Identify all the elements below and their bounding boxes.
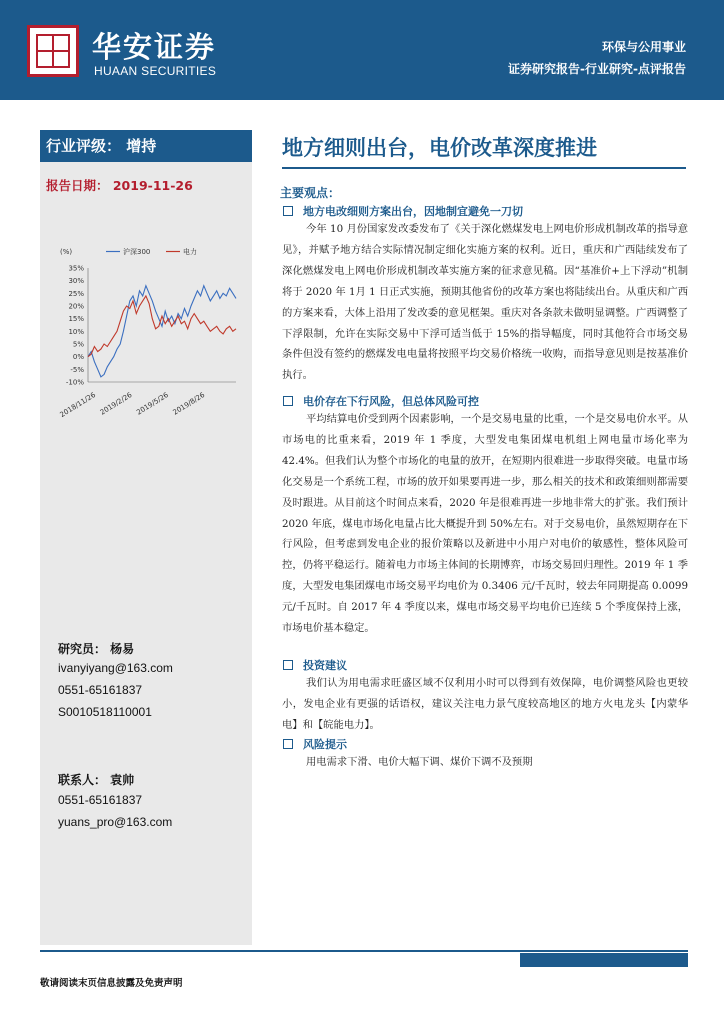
section-paragraph bbox=[282, 409, 688, 639]
checkbox-icon bbox=[283, 206, 293, 216]
paragraph-line: 电价，虽然短期存在下行风险，但考虑到发电企业的报价策略以及新进 bbox=[282, 517, 689, 551]
analyst-license: S0010518110001 bbox=[58, 705, 152, 719]
section-heading-label: 风险提示 bbox=[303, 738, 347, 751]
report-title: 地方细则出台，电价改革深度推进 bbox=[282, 136, 597, 160]
checkbox-icon bbox=[283, 660, 293, 670]
analyst-title: 研究员： 杨易 bbox=[58, 642, 135, 656]
chart-y-tick-label: 15% bbox=[68, 315, 84, 324]
chart-y-tick-label: 35% bbox=[68, 264, 84, 273]
chart-y-tick-label: 5% bbox=[72, 340, 84, 349]
paragraph-line: 用电需求下滑、电价大幅下调、煤价下调不及预期 bbox=[306, 756, 533, 768]
report-date: 报告日期： 2019-11-26 bbox=[46, 178, 193, 193]
section-heading-label: 投资建议 bbox=[303, 659, 347, 672]
paragraph-line: 从目前这个时间点来看，2020 年是很难再进一步地非常大的扩张。我们 bbox=[334, 496, 668, 509]
paragraph-line: 团煤电市场交易平均电价为 0.3406 元/千瓦时，较去年同期提高 0.0099 bbox=[354, 580, 688, 593]
paragraph-line: 开，在短期内很难进一步取得突破。电量市场化交易是一个系统工程，市 bbox=[282, 454, 688, 488]
key-points-label: 主要观点： bbox=[280, 186, 341, 200]
chart-series-line bbox=[88, 286, 236, 377]
brand-name-en: HUAAN SECURITIES bbox=[94, 64, 217, 78]
paragraph-line: 革实施方案的征求意见稿。因“基准价+上下浮动”机制将于 2020 年 1 bbox=[282, 264, 689, 298]
chart-legend-label: 沪深300 bbox=[123, 248, 151, 256]
chart-legend-label: 电力 bbox=[183, 248, 197, 256]
paragraph-line: 中小用户对电价的敏感性，整体风险可控，仍将平稳运行。随着电力市 bbox=[282, 538, 689, 572]
paragraph-line: 按照平均交易价格统一收购，而指导意见则是按基准价执行。 bbox=[282, 348, 689, 382]
chart-y-tick-label: 20% bbox=[68, 302, 84, 311]
sidebar bbox=[40, 130, 252, 945]
chart-x-tick-label: 2019/2/26 bbox=[98, 390, 134, 417]
paragraph-line: 我们认为用电需求旺盛区域不仅利用小时可以得到有效保障，电价 bbox=[306, 677, 614, 689]
chart-y-tick-label: 30% bbox=[68, 277, 84, 286]
chart-unit-label: (%) bbox=[60, 248, 73, 256]
brand-name-cn: 华安证券 bbox=[92, 30, 217, 64]
paragraph-line: 交易电价水平。从市场电的比重来看，2019 年 1 季度，大型发电集团煤 bbox=[282, 413, 689, 446]
paragraph-line: 调整风险也更较小，发电企业有更强的话语权，建议关注电力景气度较 bbox=[282, 677, 689, 710]
section-heading bbox=[283, 203, 523, 219]
disclaimer-link[interactable]: 敬请阅读末页信息披露及免责声明 bbox=[40, 978, 183, 989]
page-header bbox=[0, 0, 724, 100]
section-paragraph bbox=[282, 752, 688, 773]
paragraph-line: 机制改革的指导意见》，并赋予地方结合实际情况制定细化实施方案的 bbox=[282, 223, 689, 256]
chart-x-tick-label: 2019/5/26 bbox=[135, 390, 170, 417]
paragraph-line: 权利。近日，重庆和广西陆续发布了深化燃煤发电上网电价形成机制改 bbox=[282, 243, 688, 277]
industry-rating: 行业评级： 增持 bbox=[46, 137, 157, 155]
chart-y-tick-label: 25% bbox=[68, 289, 84, 298]
paragraph-line: 显调整。广西调整了下浮限制，允许在实际交易中下浮可适当低于 15% bbox=[282, 306, 689, 340]
report-type-label: 证券研究报告-行业研究-点评报告 bbox=[508, 62, 686, 76]
section-heading bbox=[283, 657, 347, 673]
footer-band bbox=[520, 953, 688, 967]
contact-title: 联系人： 袁帅 bbox=[58, 773, 135, 787]
section-paragraph bbox=[282, 219, 688, 386]
chart-x-tick-label: 2018/11/26 bbox=[58, 390, 98, 420]
performance-chart-svg bbox=[46, 230, 256, 465]
huaan-logo-icon bbox=[27, 25, 79, 77]
footer-divider bbox=[40, 950, 688, 952]
analyst-phone: 0551-65161837 bbox=[58, 683, 143, 697]
paragraph-line: 元/千瓦时。自 2017 年 4 季度以来，煤电市场交易平均电价已连续 5 个 bbox=[282, 601, 616, 614]
paragraph-line: 的指导幅度，同时其他符合市场交易条件但没有签约的燃煤发电电量将 bbox=[282, 327, 688, 361]
paragraph-line: 季度保持上涨，市场电价基本稳定。 bbox=[282, 601, 689, 635]
section-heading bbox=[283, 736, 347, 752]
section-paragraph bbox=[282, 673, 688, 736]
title-divider bbox=[282, 167, 686, 169]
checkbox-icon bbox=[283, 739, 293, 749]
contact-phone: 0551-65161837 bbox=[58, 793, 143, 807]
chart-y-tick-label: -5% bbox=[70, 365, 84, 374]
section-heading-label: 电价存在下行风险，但总体风险可控 bbox=[303, 395, 479, 408]
rating-bar bbox=[40, 130, 252, 162]
paragraph-line: 场的放开如果要再进一步，那么相关的技术和政策细则都需要及时跟进。 bbox=[282, 475, 689, 509]
paragraph-line: 今年 10 月份国家发改委发布了《关于深化燃煤发电上网电价形成 bbox=[306, 223, 606, 235]
chart-y-tick-label: 10% bbox=[68, 327, 84, 336]
paragraph-line: 电机组上网电量市场化率为 42.4%。但我们认为整个市场化的电量的放 bbox=[282, 433, 689, 467]
paragraph-line: 平均结算电价受到两个因素影响，一个是交易电量的比重，一个是 bbox=[306, 413, 606, 425]
chart-x-tick-label: 2019/8/26 bbox=[171, 390, 207, 417]
sector-label: 环保与公用事业 bbox=[601, 40, 686, 54]
chart-y-tick-label: 0% bbox=[72, 353, 84, 362]
paragraph-line: 西的方案来看，大体上沿用了发改委的意见框架。重庆对各条款未做明 bbox=[282, 285, 688, 319]
checkbox-icon bbox=[283, 396, 293, 406]
paragraph-line: 月 1 日正式实施，预期其他省份的改革方案也将陆续出台。从重庆和广 bbox=[355, 285, 678, 298]
analyst-email[interactable]: ivanyiyang@163.com bbox=[58, 661, 173, 675]
section-heading-label: 地方电改细则方案出台，因地制宜避免一刀切 bbox=[303, 205, 523, 218]
paragraph-line: 高地区的地方火电龙头【内蒙华电】和【皖能电力】。 bbox=[282, 697, 688, 731]
chart-y-tick-label: -10% bbox=[65, 378, 84, 387]
paragraph-line: 场主体间的长期博弈，市场交易回归理性。2019 年 1 季度，大型发电集 bbox=[282, 559, 689, 593]
contact-email[interactable]: yuans_pro@163.com bbox=[58, 815, 173, 829]
section-heading bbox=[283, 393, 479, 409]
paragraph-line: 预计 2020 年底，煤电市场化电量占比大概提升到 50%左右。对于交易 bbox=[282, 496, 689, 530]
performance-chart bbox=[46, 230, 256, 465]
